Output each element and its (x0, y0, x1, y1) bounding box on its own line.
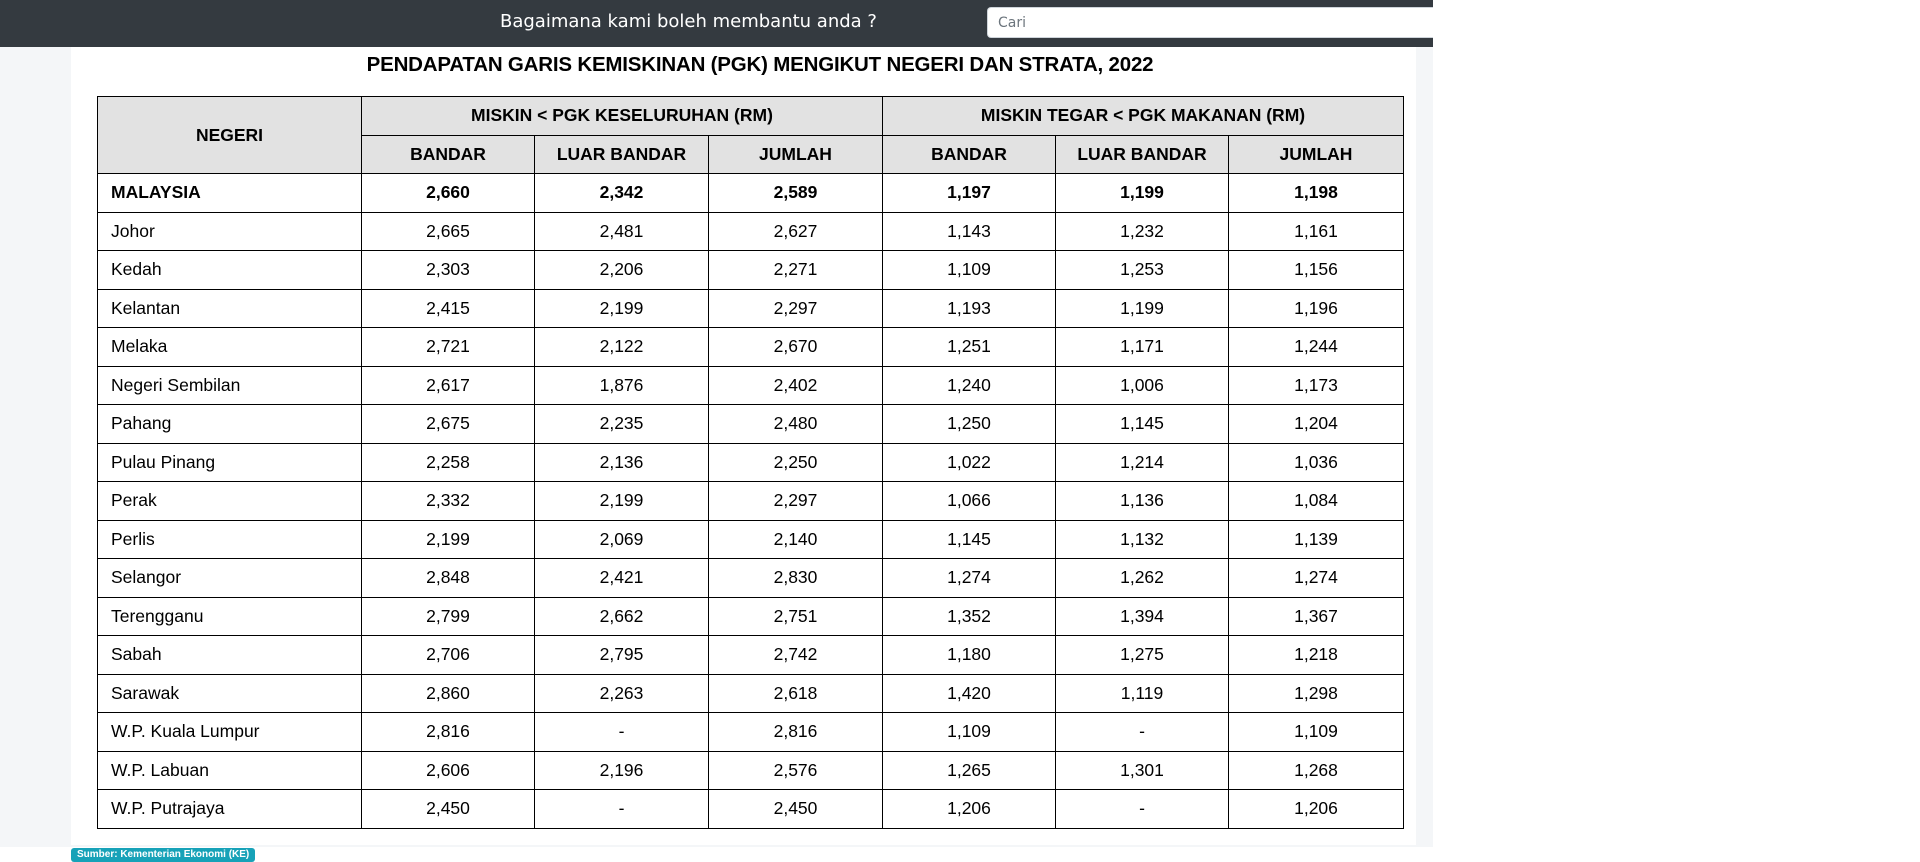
value-cell: 1,367 (1229, 597, 1404, 636)
value-cell: 1,204 (1229, 405, 1404, 444)
value-cell: 2,627 (709, 212, 883, 251)
value-cell: 1,022 (883, 443, 1056, 482)
table-row (98, 636, 1404, 675)
value-cell: 1,301 (1056, 751, 1229, 790)
value-cell: 2,830 (709, 559, 883, 598)
table-row (98, 597, 1404, 636)
value-cell: 2,140 (709, 520, 883, 559)
value-cell: 2,816 (709, 713, 883, 752)
state-name-cell: W.P. Kuala Lumpur (98, 713, 362, 752)
value-cell: 1,199 (1056, 289, 1229, 328)
value-cell: 1,218 (1229, 636, 1404, 675)
value-cell: 2,206 (535, 251, 709, 290)
table-row (98, 482, 1404, 521)
table-row (98, 520, 1404, 559)
value-cell: 2,480 (709, 405, 883, 444)
value-cell: 1,275 (1056, 636, 1229, 675)
table-row (98, 212, 1404, 251)
value-cell: 2,122 (535, 328, 709, 367)
value-cell: 2,617 (362, 366, 535, 405)
state-name-cell: Johor (98, 212, 362, 251)
value-cell: 2,199 (535, 289, 709, 328)
value-cell: - (535, 790, 709, 829)
value-cell: 1,180 (883, 636, 1056, 675)
value-cell: 1,161 (1229, 212, 1404, 251)
national-total-row (98, 174, 1404, 213)
value-cell: 1,173 (1229, 366, 1404, 405)
state-name-cell: W.P. Labuan (98, 751, 362, 790)
value-cell: 1,394 (1056, 597, 1229, 636)
value-cell: 2,742 (709, 636, 883, 675)
table-row (98, 443, 1404, 482)
value-cell: 2,258 (362, 443, 535, 482)
strata-header-food-jumlah: JUMLAH (1229, 135, 1404, 174)
value-cell: 2,235 (535, 405, 709, 444)
hardcore-poor-group-header: MISKIN TEGAR < PGK MAKANAN (RM) (883, 97, 1404, 136)
table-body (98, 174, 1404, 829)
value-cell: 1,198 (1229, 174, 1404, 213)
value-cell: 1,262 (1056, 559, 1229, 598)
value-cell: 1,006 (1056, 366, 1229, 405)
value-cell: 1,232 (1056, 212, 1229, 251)
value-cell: 2,816 (362, 713, 535, 752)
poor-group-header: MISKIN < PGK KESELURUHAN (RM) (362, 97, 883, 136)
value-cell: 2,342 (535, 174, 709, 213)
value-cell: 1,274 (883, 559, 1056, 598)
state-name-cell: Selangor (98, 559, 362, 598)
state-name-cell: Perlis (98, 520, 362, 559)
value-cell: 1,156 (1229, 251, 1404, 290)
help-prompt-text: Bagaimana kami boleh membantu anda ? (500, 11, 877, 32)
value-cell: 1,145 (883, 520, 1056, 559)
value-cell: 1,214 (1056, 443, 1229, 482)
value-cell: 1,199 (1056, 174, 1229, 213)
value-cell: 1,251 (883, 328, 1056, 367)
table-title: PENDAPATAN GARIS KEMISKINAN (PGK) MENGIKUT NEGERI DAN STRATA, 2022 (366, 53, 1154, 76)
value-cell: 1,109 (883, 251, 1056, 290)
state-name-cell: Sarawak (98, 674, 362, 713)
value-cell: 1,352 (883, 597, 1056, 636)
value-cell: 2,303 (362, 251, 535, 290)
value-cell: 2,675 (362, 405, 535, 444)
value-cell: - (535, 713, 709, 752)
value-cell: 2,421 (535, 559, 709, 598)
value-cell: 1,109 (883, 713, 1056, 752)
value-cell: 2,199 (362, 520, 535, 559)
value-cell: 2,848 (362, 559, 535, 598)
strata-header-food-bandar: BANDAR (883, 135, 1056, 174)
value-cell: 1,145 (1056, 405, 1229, 444)
value-cell: 1,171 (1056, 328, 1229, 367)
value-cell: 1,876 (535, 366, 709, 405)
value-cell: 2,576 (709, 751, 883, 790)
table-row (98, 751, 1404, 790)
poverty-line-income-table (97, 96, 1404, 829)
state-name-cell: W.P. Putrajaya (98, 790, 362, 829)
value-cell: 1,206 (1229, 790, 1404, 829)
value-cell: 2,795 (535, 636, 709, 675)
table-row (98, 559, 1404, 598)
value-cell: 2,415 (362, 289, 535, 328)
value-cell: 1,250 (883, 405, 1056, 444)
strata-header-food-luar-bandar: LUAR BANDAR (1056, 135, 1229, 174)
value-cell: 2,297 (709, 289, 883, 328)
value-cell: 1,206 (883, 790, 1056, 829)
state-name-cell: Kelantan (98, 289, 362, 328)
value-cell: 2,450 (709, 790, 883, 829)
source-badge: Sumber: Kementerian Ekonomi (KE) (71, 848, 255, 862)
value-cell: 1,132 (1056, 520, 1229, 559)
value-cell: 2,402 (709, 366, 883, 405)
value-cell: 1,193 (883, 289, 1056, 328)
state-name-cell: Kedah (98, 251, 362, 290)
value-cell: 2,589 (709, 174, 883, 213)
value-cell: 2,069 (535, 520, 709, 559)
value-cell: 2,618 (709, 674, 883, 713)
header-row-groups (98, 97, 1404, 136)
value-cell: 2,136 (535, 443, 709, 482)
state-name-cell: Perak (98, 482, 362, 521)
table-row (98, 674, 1404, 713)
value-cell: 2,606 (362, 751, 535, 790)
table-row (98, 366, 1404, 405)
value-cell: 2,450 (362, 790, 535, 829)
table-row (98, 289, 1404, 328)
value-cell: 1,244 (1229, 328, 1404, 367)
strata-header-pgk-jumlah: JUMLAH (709, 135, 883, 174)
table-row (98, 251, 1404, 290)
table-row (98, 713, 1404, 752)
value-cell: 1,119 (1056, 674, 1229, 713)
value-cell: - (1056, 790, 1229, 829)
value-cell: 1,298 (1229, 674, 1404, 713)
strata-header-pgk-luar-bandar: LUAR BANDAR (535, 135, 709, 174)
state-name-cell: Sabah (98, 636, 362, 675)
search-input[interactable] (987, 7, 1433, 38)
value-cell: 2,665 (362, 212, 535, 251)
top-help-bar (0, 0, 1433, 47)
state-name-cell: Negeri Sembilan (98, 366, 362, 405)
table-row (98, 405, 1404, 444)
value-cell: 2,662 (535, 597, 709, 636)
value-cell: 1,143 (883, 212, 1056, 251)
value-cell: 2,670 (709, 328, 883, 367)
value-cell: 1,240 (883, 366, 1056, 405)
value-cell: 2,660 (362, 174, 535, 213)
value-cell: 1,066 (883, 482, 1056, 521)
value-cell: 2,297 (709, 482, 883, 521)
value-cell: 2,196 (535, 751, 709, 790)
value-cell: 2,332 (362, 482, 535, 521)
value-cell: 1,036 (1229, 443, 1404, 482)
state-name-cell: Melaka (98, 328, 362, 367)
value-cell: 1,274 (1229, 559, 1404, 598)
strata-header-pgk-bandar: BANDAR (362, 135, 535, 174)
value-cell: 2,721 (362, 328, 535, 367)
value-cell: 2,799 (362, 597, 535, 636)
value-cell: 1,139 (1229, 520, 1404, 559)
value-cell: 1,197 (883, 174, 1056, 213)
value-cell: 2,706 (362, 636, 535, 675)
value-cell: 1,253 (1056, 251, 1229, 290)
value-cell: - (1056, 713, 1229, 752)
value-cell: 1,196 (1229, 289, 1404, 328)
state-name-cell: MALAYSIA (98, 174, 362, 213)
state-name-cell: Pulau Pinang (98, 443, 362, 482)
table-row (98, 328, 1404, 367)
state-column-header: NEGERI (98, 97, 362, 174)
value-cell: 2,860 (362, 674, 535, 713)
value-cell: 2,271 (709, 251, 883, 290)
state-name-cell: Terengganu (98, 597, 362, 636)
state-name-cell: Pahang (98, 405, 362, 444)
value-cell: 2,263 (535, 674, 709, 713)
value-cell: 1,268 (1229, 751, 1404, 790)
value-cell: 2,250 (709, 443, 883, 482)
value-cell: 2,199 (535, 482, 709, 521)
value-cell: 1,109 (1229, 713, 1404, 752)
table-row (98, 790, 1404, 829)
value-cell: 2,751 (709, 597, 883, 636)
value-cell: 1,265 (883, 751, 1056, 790)
value-cell: 1,420 (883, 674, 1056, 713)
value-cell: 1,136 (1056, 482, 1229, 521)
value-cell: 1,084 (1229, 482, 1404, 521)
value-cell: 2,481 (535, 212, 709, 251)
